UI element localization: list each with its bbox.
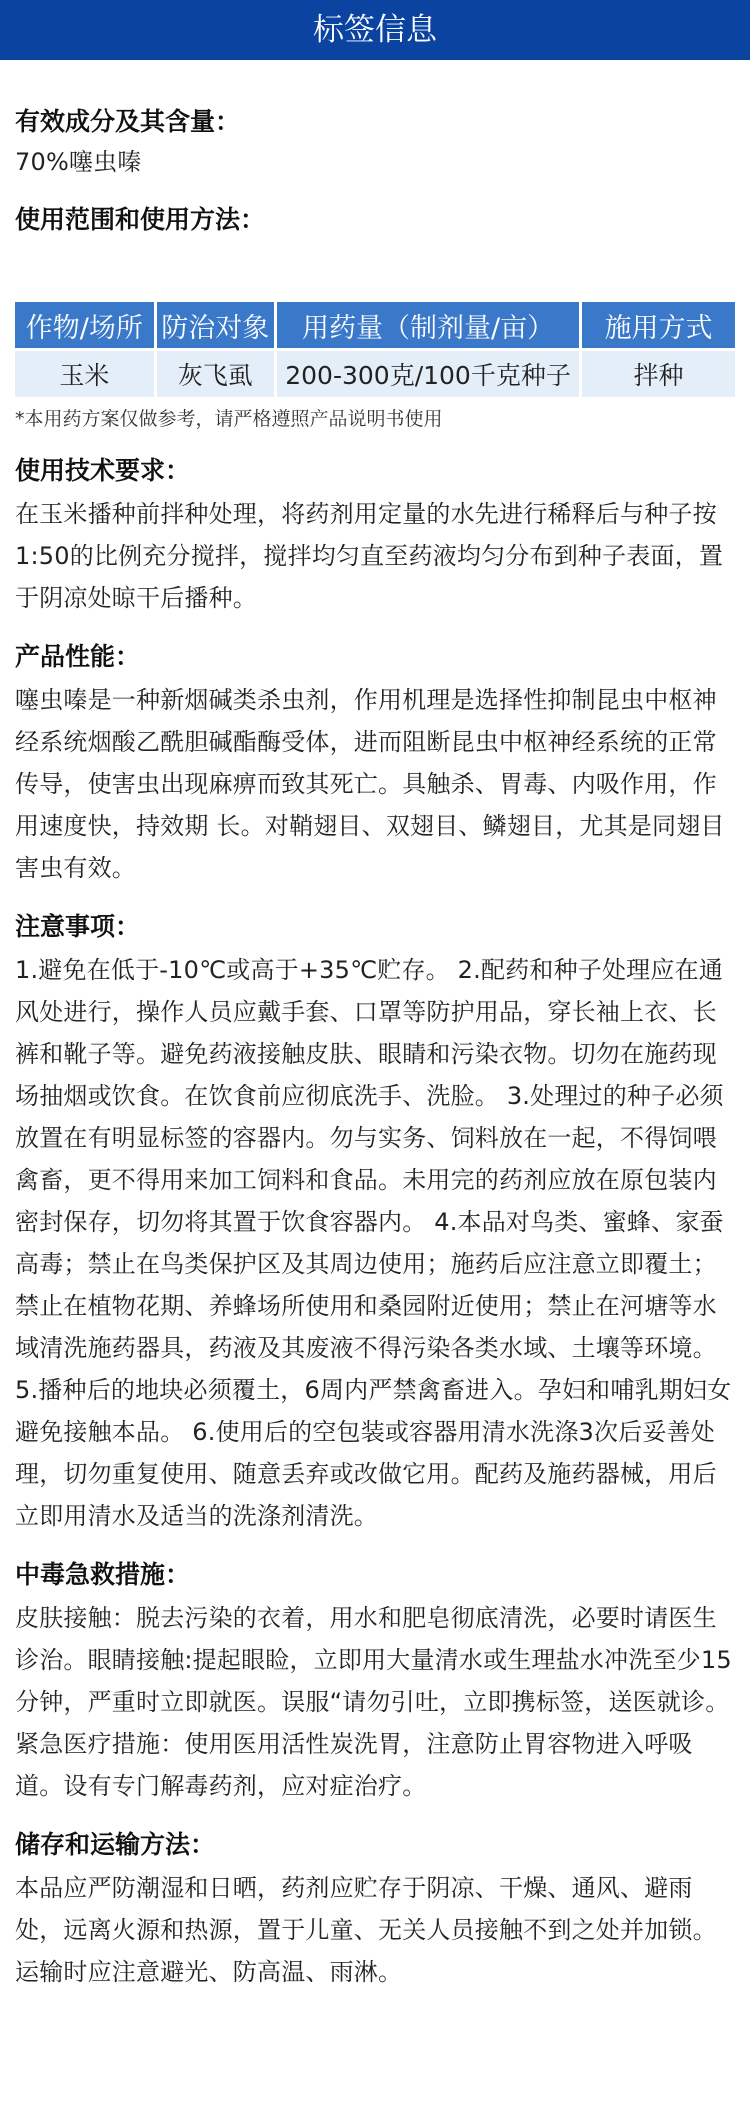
storage-text: 本品应严防潮湿和日晒，药剂应贮存于阴凉、干燥、通风、避雨处，远离火源和热源，置于儿童、无关人员接触不到之处并加锁。运输时应注意避光、防高温、雨淋。 [15,1874,717,1986]
ingredient-heading: 有效成分及其含量： [15,107,241,136]
technique-text: 在玉米播种前拌种处理，将药剂用定量的水先进行稀释后与种子按1:50的比例充分搅拌，搅拌均匀直至药液均匀分布到种子表面，置于阴凉处晾干后播种。 [15,500,724,612]
storage-heading: 储存和运输方法： [15,1830,216,1859]
firstaid-text: 皮肤接触：脱去污染的衣着，用水和肥皂彻底清洗，必要时请医生诊治。眼睛接触:提起眼睑，立即用大量清水或生理盐水冲洗至少15分钟，严重时立即就医。误服“请勿引吐，立即携标签，送医就诊。紧急医疗措施：使用医用活性炭洗胃，注意防止胃容物进入呼吸道。设有专门解毒药剂，应对症治疗。 [15,1604,732,1800]
performance-heading: 产品性能： [15,642,141,671]
caution-heading: 注意事项： [15,912,141,941]
performance-text: 噻虫嗪是一种新烟碱类杀虫剂，作用机理是选择性抑制昆虫中枢神经系统烟酸乙酰胆碱酯酶受体，进而阻断昆虫中枢神经系统的正常传导，使害虫出现麻痹而致其死亡。具触杀、胃毒、内吸作用，作用速度快，持效期 长。对鞘翅目、双翅目、鳞翅目，尤其是同翅目害虫有效。 [15,686,725,882]
cell-method: 拌种 [582,351,735,397]
col-header-target: 防治对象 [157,302,274,351]
col-header-crop: 作物/场所 [15,302,154,351]
technique-heading: 使用技术要求： [15,456,191,485]
ingredient-text: 70%噻虫嗪 [15,148,142,176]
col-header-method: 施用方式 [582,302,735,351]
firstaid-heading: 中毒急救措施： [15,1560,191,1589]
caution-text: 1.避免在低于-10℃或高于+35℃贮存。 2.配药和种子处理应在通风处进行，操作人员应戴手套、口罩等防护用品，穿长袖上衣、长裤和靴子等。避免药液接触皮肤、眼睛和污染衣物。切勿在施药现场抽烟或饮食。在饮食前应彻底洗手、洗脸。 3.处理过的种子必须放置在有明显标签的容器内。勿与实务、饲料放在一起，不得饲喂禽畜，更不得用来加工饲料和食品。未用完的药剂应放在原包装内密封保存，切勿将其置于饮食容器内。 4.本品对鸟类、蜜蜂、家蚕高毒；禁止在鸟类保护区及其周边使用；施药后应注意立即覆土；禁止在植物花期、养蜂场所使用和桑园附近使用；禁止在河塘等水域清洗施药器具，药液及其废液不得污染各类水域、土壤等环境。 5.播种后的地块必须覆土，6周内严禁禽畜进入。孕妇和哺乳期妇女避免接触本品。 6.使用后的空包装或容器用清水洗涤3次后妥善处理，切勿重复使用、随意丢弃或改做它用。配药及施药器械，用后立即用清水及适当的洗涤剂清洗。 [15,956,732,1530]
col-header-dosage: 用药量（制剂量/亩） [277,302,579,351]
usage-note: *本用药方案仅做参考，请严格遵照产品说明书使用 [15,408,443,430]
label-content [0,104,750,1993]
scope-heading: 使用范围和使用方法： [15,205,266,234]
usage-table [12,302,738,397]
table-row [15,351,735,397]
cell-target: 灰飞虱 [157,351,274,397]
cell-dosage: 200-300克/100千克种子 [277,351,579,397]
header-title: 标签信息 [313,12,437,48]
cell-crop: 玉米 [15,351,154,397]
usage-table-header-row [15,302,735,351]
label-info-header [0,0,750,60]
